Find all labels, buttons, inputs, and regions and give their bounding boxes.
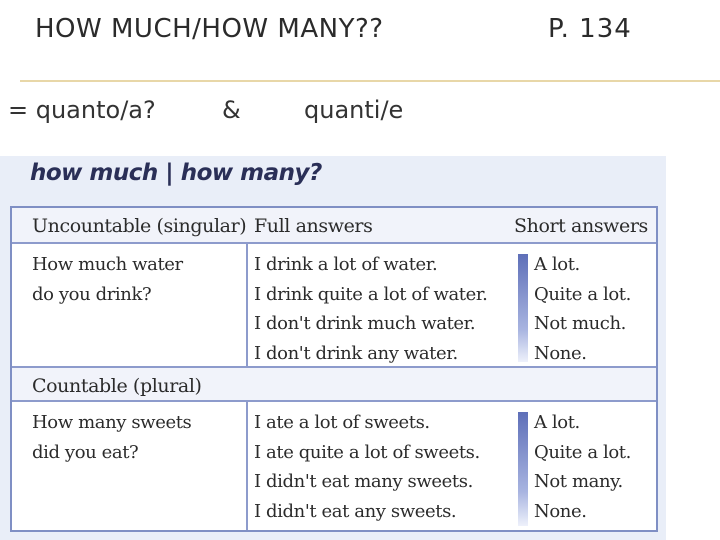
short-answer: None. bbox=[534, 342, 587, 364]
table-header-countable bbox=[12, 368, 656, 402]
short-answer: Not much. bbox=[534, 313, 626, 334]
question-much bbox=[32, 250, 183, 309]
full-answers-many bbox=[254, 408, 480, 526]
question-many bbox=[32, 408, 191, 467]
short-answer: Not many. bbox=[534, 471, 623, 492]
question-line: did you eat? bbox=[32, 441, 139, 463]
question-line: How many sweets bbox=[32, 412, 192, 433]
title-divider bbox=[20, 80, 720, 82]
answer-line: I drink a lot of water. bbox=[254, 254, 438, 275]
short-answers-much bbox=[534, 250, 631, 368]
question-line: do you drink? bbox=[32, 283, 152, 305]
table-row-countable bbox=[12, 402, 656, 532]
accent-bar bbox=[518, 254, 528, 362]
accent-bar bbox=[518, 412, 528, 526]
short-answers-many bbox=[534, 408, 631, 526]
page-reference: P. 134 bbox=[548, 14, 632, 44]
header-full-answers: Full answers bbox=[254, 215, 373, 237]
answer-line: I don't drink much water. bbox=[254, 313, 476, 334]
header-uncountable: Uncountable (singular) bbox=[32, 215, 247, 237]
short-answer: None. bbox=[534, 500, 587, 522]
table-row-uncountable bbox=[12, 244, 656, 368]
answer-line: I don't drink any water. bbox=[254, 342, 458, 364]
header-countable: Countable (plural) bbox=[32, 375, 202, 397]
textbook-scan bbox=[0, 156, 666, 540]
answer-line: I didn't eat any sweets. bbox=[254, 500, 457, 522]
answer-line: I drink quite a lot of water. bbox=[254, 283, 488, 305]
translation-quanti: quanti/e bbox=[304, 96, 404, 124]
scan-heading: how much | how many? bbox=[30, 160, 322, 186]
full-answers-much bbox=[254, 250, 487, 368]
answer-line: I ate quite a lot of sweets. bbox=[254, 441, 480, 463]
slide-title: HOW MUCH/HOW MANY?? bbox=[35, 14, 384, 44]
ampersand: & bbox=[222, 96, 241, 124]
short-answer: Quite a lot. bbox=[534, 283, 631, 305]
grammar-table bbox=[10, 206, 658, 532]
table-header-row bbox=[12, 208, 656, 244]
translation-quanto: = quanto/a? bbox=[8, 96, 156, 124]
short-answer: A lot. bbox=[534, 412, 580, 433]
translation-subtitle bbox=[8, 96, 508, 130]
answer-line: I ate a lot of sweets. bbox=[254, 412, 430, 433]
short-answer: Quite a lot. bbox=[534, 441, 631, 463]
answer-line: I didn't eat many sweets. bbox=[254, 471, 473, 492]
header-short-answers: Short answers bbox=[514, 215, 648, 237]
question-line: How much water bbox=[32, 254, 183, 275]
short-answer: A lot. bbox=[534, 254, 580, 275]
